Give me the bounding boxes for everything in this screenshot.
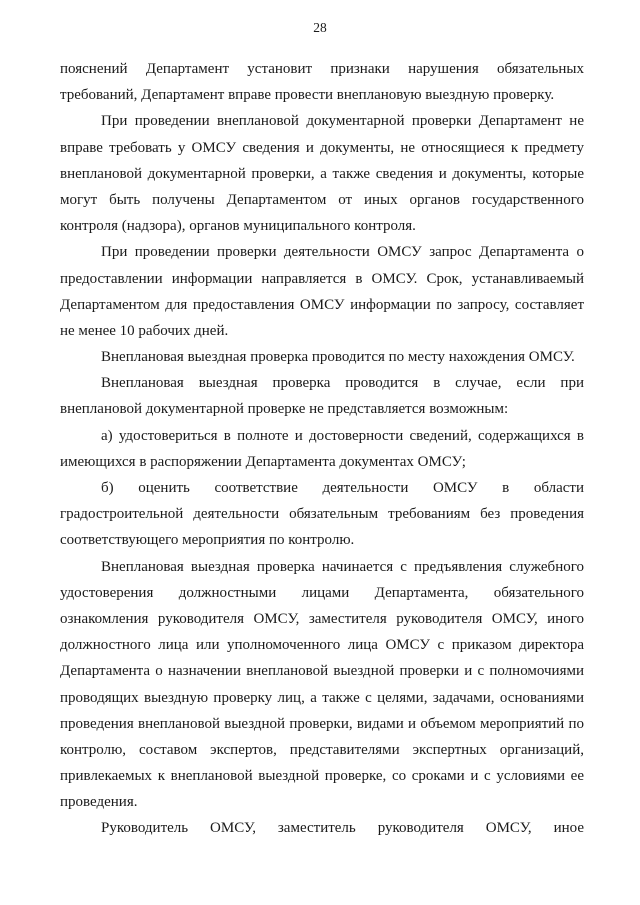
text-line: Внеплановая выездная проверка начинается с предъявления служебного — [101, 558, 584, 575]
text-line: контролю, составом экспертов, представителями экспертных организаций, — [60, 741, 584, 758]
text-line: б) оценить соответствие деятельности ОМСУ в области — [101, 480, 584, 496]
text-line: соответствующего мероприятия по контролю. — [60, 532, 355, 549]
text-line: проводящих выездную проверку лиц, а также с целями, задачами, основаниями — [60, 689, 584, 706]
text-line: Руководитель ОМСУ, заместитель руководителя ОМСУ, иное — [101, 820, 584, 837]
text-line: внеплановой документарной проверке не представляется возможным: — [60, 401, 509, 418]
text-line: имеющихся в распоряжении Департамента документах ОМСУ; — [60, 453, 466, 470]
text-line: Департамента о назначении внеплановой выездной проверки и с полномочиями — [60, 663, 584, 680]
text-line: пояснений Департамент установит признаки нарушения обязательных — [60, 61, 584, 77]
text-line: контроля (надзора), органов муниципального контроля. — [60, 218, 416, 235]
text-line: градостроительной деятельности обязательным требованиям без проведения — [60, 506, 584, 523]
text-line: Департаментом для предоставления ОМСУ информации по запросу, составляет — [60, 296, 584, 313]
text-line: требований, Департамент вправе провести внеплановую выездную проверку. — [60, 87, 555, 104]
text-line: Внеплановая выездная проверка проводится в случае, если при — [101, 375, 584, 392]
document-body — [60, 56, 584, 842]
text-line: предоставлении информации направляется в ОМСУ. Срок, устанавливаемый — [60, 270, 584, 287]
text-line: привлекаемых к внеплановой выездной проверке, со сроками и с условиями ее — [60, 768, 584, 785]
text-line: ознакомления руководителя ОМСУ, заместителя руководителя ОМСУ, иного — [60, 610, 584, 627]
text-line: При проведении внеплановой документарной проверки Департамент не — [101, 113, 584, 130]
text-line: проведения. — [60, 794, 138, 811]
text-line: а) удостовериться в полноте и достоверности сведений, содержащихся в — [101, 427, 584, 444]
text-line: могут быть получены Департаментом от иных органов государственного — [60, 191, 584, 208]
text-line: должностного лица или уполномоченного лица ОМСУ с приказом директора — [60, 637, 584, 654]
text-line: внеплановой документарной проверки, а также сведения и документы, которые — [60, 165, 584, 182]
text-line: не менее 10 рабочих дней. — [60, 322, 229, 339]
text-line: вправе требовать у ОМСУ сведения и документы, не относящиеся к предмету — [60, 139, 584, 156]
text-line: удостоверения должностными лицами Департамента, обязательного — [60, 584, 584, 601]
text-line: проведения внеплановой выездной проверки, видами и объемом мероприятий по — [60, 715, 584, 732]
text-line: При проведении проверки деятельности ОМСУ запрос Департамента о — [101, 244, 584, 261]
text-line: Внеплановая выездная проверка проводится по месту нахождения ОМСУ. — [101, 349, 575, 366]
page-number: 28 — [313, 20, 327, 35]
